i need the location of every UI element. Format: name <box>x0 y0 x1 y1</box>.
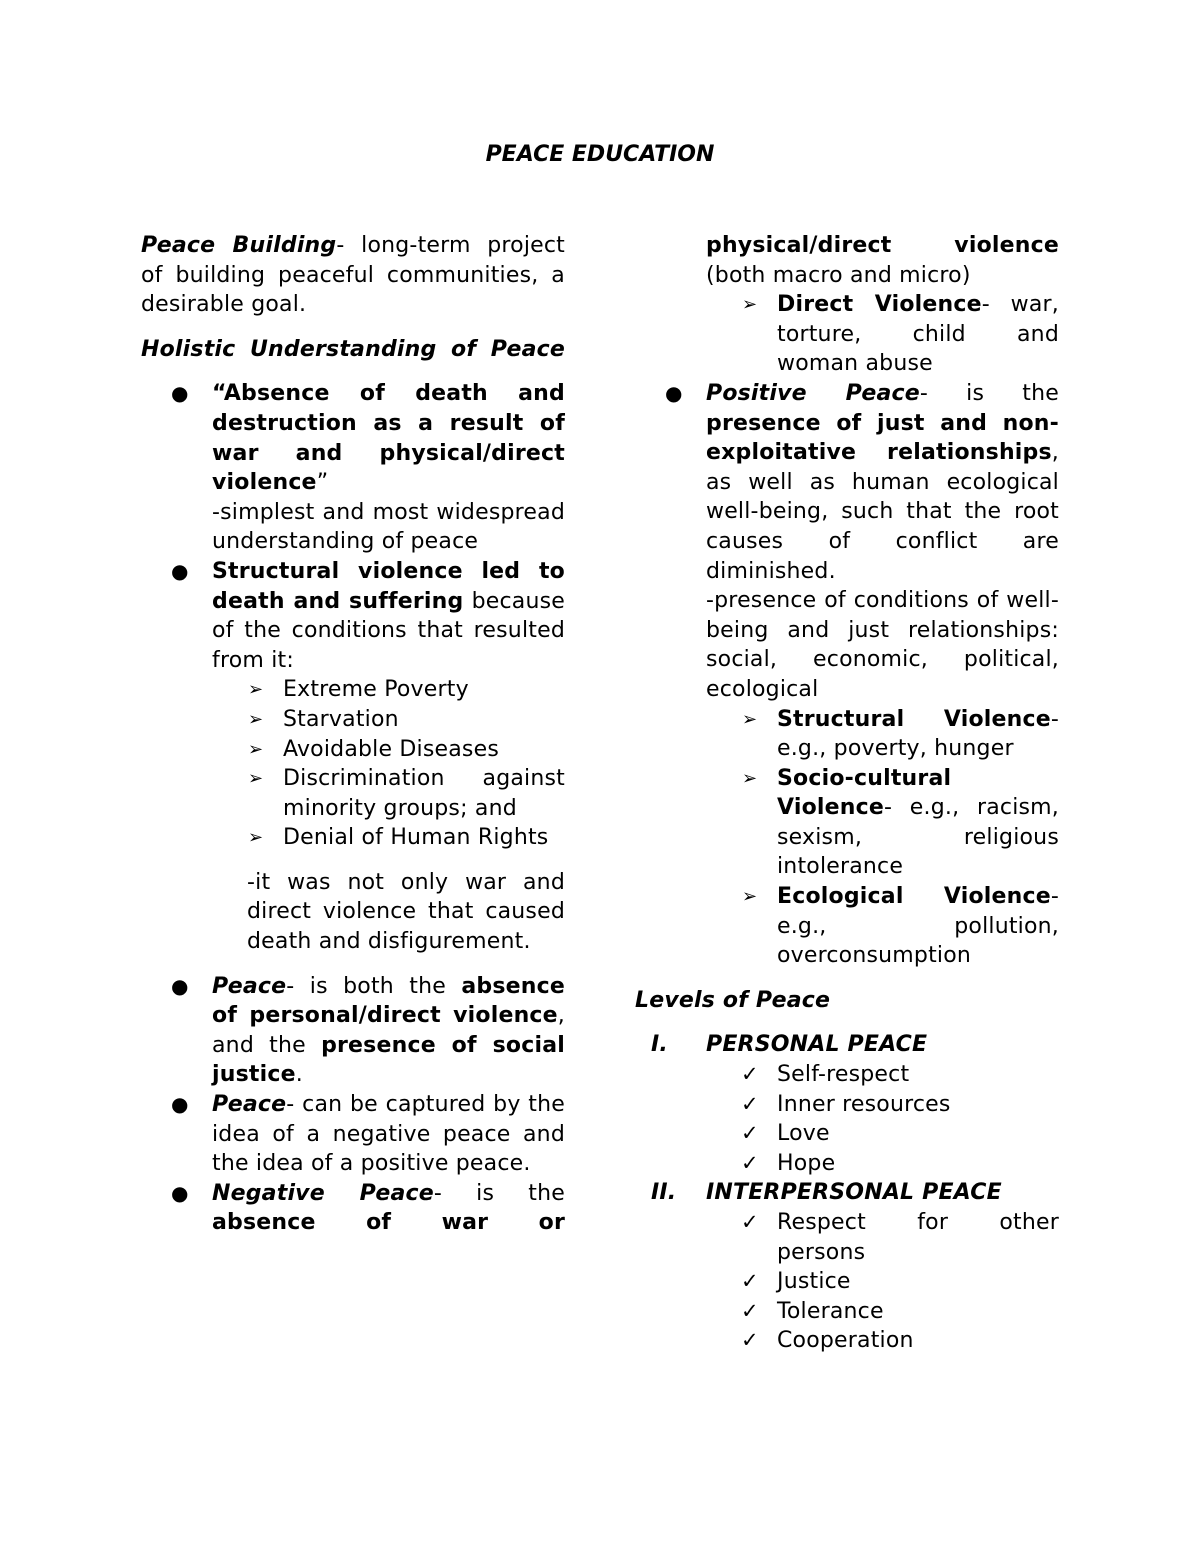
disc-bullet-icon: ● <box>665 380 683 405</box>
term-ecological-violence: Ecological Violence <box>777 884 1051 910</box>
disc-bullet-icon: ● <box>171 973 189 998</box>
list-item <box>635 764 1059 882</box>
holistic-heading: Holistic Understanding of Peace <box>141 336 565 362</box>
text-span: , and the <box>212 1003 565 1058</box>
level-interpersonal-peace <box>635 1178 1059 1208</box>
arrow-bullet-icon: ➢ <box>248 679 264 701</box>
left-column <box>141 231 565 1238</box>
text-span: - e.g., pollution, overconsumption <box>777 884 1059 969</box>
term-negative-peace: Negative Peace <box>212 1180 434 1206</box>
list-item <box>141 823 565 853</box>
list-item-text: Cooperation <box>777 1328 914 1354</box>
continued-violence-rest: (both macro and micro) <box>706 262 971 288</box>
structural-violence-note: -it was not only war and direct violence that caused death and disfigurement. <box>247 869 565 955</box>
check-mark-icon: ✓ <box>741 1328 759 1353</box>
structural-violence-bold: Structural violence led to death and suffering <box>212 558 565 614</box>
bullet-absence-of-death <box>141 379 565 557</box>
check-mark-icon: ✓ <box>741 1269 759 1294</box>
list-item-text: Avoidable Diseases <box>283 736 499 762</box>
peace-building-definition: - long-term project of building peaceful communities, a desirable goal. <box>141 233 565 318</box>
term-peace-building: Peace Building <box>141 233 337 258</box>
list-item <box>141 764 565 823</box>
absence-of-death-note: -simplest and most widespread understanding of peace <box>212 499 565 555</box>
list-item <box>635 882 1059 971</box>
bold-span: presence of social justice <box>212 1032 565 1088</box>
term-positive-peace: Positive Peace <box>706 380 920 406</box>
check-mark-icon: ✓ <box>741 1121 759 1146</box>
list-item-text: Self-respect <box>777 1062 910 1088</box>
arrow-bullet-icon: ➢ <box>248 827 264 849</box>
term-direct-violence: Direct Violence <box>777 292 982 318</box>
text-span: - war, torture, child and woman abuse <box>777 292 1059 377</box>
level-name: PERSONAL PEACE <box>706 1032 928 1058</box>
list-item-text: Hope <box>777 1150 836 1176</box>
list-item-text: Tolerance <box>777 1298 884 1324</box>
list-item <box>635 705 1059 764</box>
bullet-negative-peace <box>141 1179 565 1238</box>
list-item <box>635 1297 1059 1327</box>
list-item <box>635 1149 1059 1179</box>
text-span: , as well as human ecological well-being, such that the root causes of conflict are diminished. <box>706 440 1059 584</box>
bold-span: presence of just and non-exploitative relationships <box>706 410 1059 466</box>
text-span: - is both the <box>286 973 462 999</box>
term-peace: Peace <box>212 1092 287 1118</box>
right-column <box>635 231 1059 1356</box>
check-mark-icon: ✓ <box>741 1210 759 1234</box>
bullet-positive-peace <box>635 379 1059 705</box>
levels-heading: Levels of Peace <box>635 987 831 1013</box>
disc-bullet-icon: ● <box>171 1180 189 1205</box>
list-item <box>635 1208 1059 1267</box>
term-socio-cultural-violence: Socio-cultural Violence <box>777 765 952 821</box>
list-item <box>635 1267 1059 1297</box>
structural-violence-rest: because of the conditions that resulted from it: <box>212 588 565 673</box>
disc-bullet-icon: ● <box>171 558 189 583</box>
arrow-bullet-icon: ➢ <box>742 886 758 908</box>
check-mark-icon: ✓ <box>741 1150 759 1175</box>
arrow-bullet-icon: ➢ <box>248 738 264 760</box>
absence-of-death-bold: “Absence of death and destruction as a result of war and physical/direct violence <box>212 381 565 496</box>
arrow-bullet-icon: ➢ <box>742 708 758 730</box>
text-span: - e.g., poverty, hunger <box>777 706 1059 762</box>
list-item-text: Inner resources <box>777 1091 951 1117</box>
text-span: - e.g., racism, sexism, religious intolerance <box>777 795 1059 880</box>
disc-bullet-icon: ● <box>171 381 189 406</box>
list-item <box>635 1326 1059 1356</box>
list-item-text: Respect for other persons <box>777 1210 1059 1265</box>
continued-violence-bold: physical/direct violence <box>706 233 1059 258</box>
arrow-bullet-icon: ➢ <box>248 768 264 790</box>
bullet-structural-violence <box>141 557 565 675</box>
page-title: PEACE EDUCATION <box>485 142 715 167</box>
arrow-bullet-icon: ➢ <box>742 767 758 789</box>
text-span: - is the <box>919 380 1059 406</box>
arrow-bullet-icon: ➢ <box>248 708 264 730</box>
text-span: . <box>295 1062 303 1088</box>
disc-bullet-icon: ● <box>171 1092 189 1117</box>
list-item-text: Love <box>777 1121 830 1147</box>
arrow-bullet-icon: ➢ <box>742 294 758 316</box>
list-item-text: Justice <box>777 1269 851 1295</box>
check-mark-icon: ✓ <box>741 1062 759 1087</box>
list-item-text: Denial of Human Rights <box>283 825 549 851</box>
list-item <box>635 1090 1059 1120</box>
bold-span: absence of war or <box>212 1210 565 1236</box>
bold-span: absence of personal/direct violence <box>212 973 565 1029</box>
term-peace: Peace <box>212 973 287 999</box>
list-item-text: Starvation <box>283 706 399 732</box>
list-item <box>635 290 1059 379</box>
check-mark-icon: ✓ <box>741 1298 759 1323</box>
list-item <box>141 675 565 705</box>
term-structural-violence: Structural Violence <box>777 706 1051 732</box>
level-number: II. <box>651 1180 677 1206</box>
list-item-text: Extreme Poverty <box>283 677 469 703</box>
positive-peace-note: -presence of conditions of well-being and just relationships: social, economic, political, ecological <box>706 588 1059 702</box>
list-item <box>141 705 565 735</box>
list-item <box>141 735 565 765</box>
list-item-text: Discrimination against minority groups; and <box>283 766 565 821</box>
level-number: I. <box>651 1032 668 1058</box>
list-item <box>635 1060 1059 1090</box>
bullet-peace-absence <box>141 972 565 1090</box>
text-span: - can be captured by the idea of a negative peace and the idea of a positive peace. <box>212 1092 565 1177</box>
text-span: - is the <box>433 1180 565 1206</box>
peace-building-paragraph <box>141 231 565 320</box>
level-personal-peace <box>635 1030 1059 1060</box>
bullet-peace-captured <box>141 1090 565 1179</box>
check-mark-icon: ✓ <box>741 1091 759 1116</box>
absence-of-death-quote: ” <box>316 470 329 496</box>
list-item <box>635 1119 1059 1149</box>
level-name: INTERPERSONAL PEACE <box>706 1180 1002 1206</box>
